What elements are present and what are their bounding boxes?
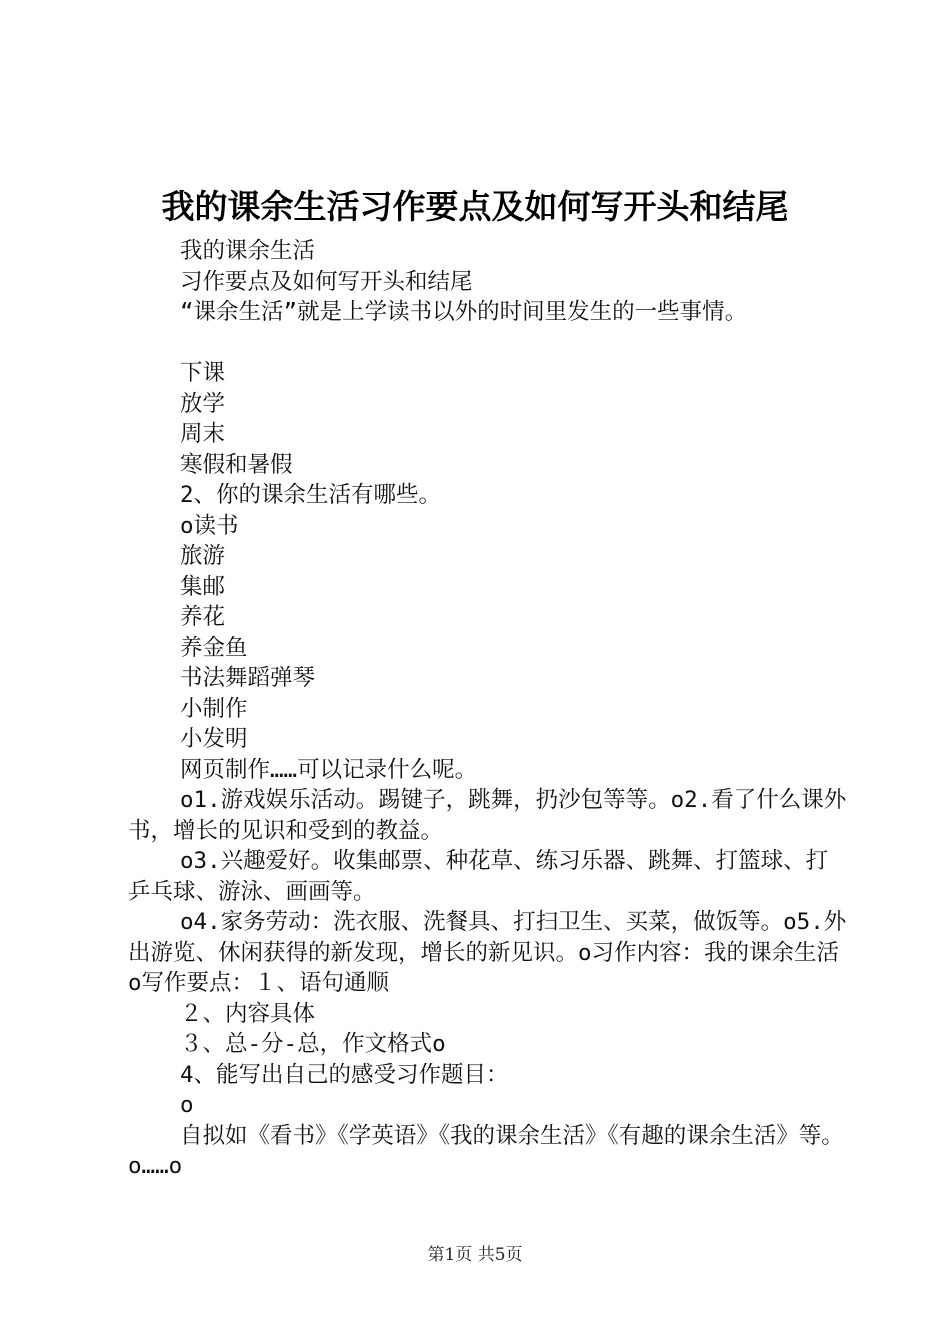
document-body [128,236,850,1182]
text-line: 养金鱼 [180,634,248,661]
text-line: 放学 [180,390,226,417]
text-line: 4、能写出自己的感受习作题目： [180,1061,509,1088]
text-line: 旅游 [180,543,226,569]
paragraph: o4.家务劳动：洗衣服、洗餐具、打扫卫生、买菜，做饭等。o5.外出游览、休闲获得的新发现，增长的新见识。o习作内容：我的课余生活o写作要点：１、语句通顺 [128,909,847,996]
blank-line [128,328,850,359]
paragraph: 自拟如《看书》《学英语》《我的课余生活》《有趣的课余生活》等。o……o [128,1122,844,1179]
page-footer: 第1页 共5页 [427,1245,523,1265]
text-line: 寒假和暑假 [180,451,293,478]
text-line: 集邮 [180,573,226,600]
text-line: 习作要点及如何写开头和结尾 [180,268,473,295]
text-line: 网页制作……可以记录什么呢。 [180,756,478,783]
paragraph: o3.兴趣爱好。收集邮票、种花草、练习乐器、跳舞、打篮球、打乒乓球、游泳、画画等。 [128,848,829,905]
text-line: 小发明 [180,726,248,752]
text-line: 周末 [180,421,226,447]
text-line: 养花 [180,604,226,630]
text-line: 我的课余生活 [180,238,316,264]
text-line: “课余生活”就是上学读书以外的时间里发生的一些事情。 [180,299,748,325]
text-line: ３、总-分-总，作文格式o [180,1031,446,1057]
text-line: 书法舞蹈弹琴 [180,665,316,691]
text-line: 小制作 [180,695,248,722]
document-title: 我的课余生活习作要点及如何写开头和结尾 [161,187,789,226]
text-line: 下课 [180,360,226,386]
text-line: o读书 [180,512,239,539]
paragraph: o1.游戏娱乐活动。踢键子，跳舞，扔沙包等等。o2.看了什么课外书，增长的见识和受到的教益。 [128,787,847,844]
text-line: o [180,1092,194,1118]
text-line: ２、内容具体 [180,1000,316,1027]
text-line: 2、你的课余生活有哪些。 [180,482,442,508]
